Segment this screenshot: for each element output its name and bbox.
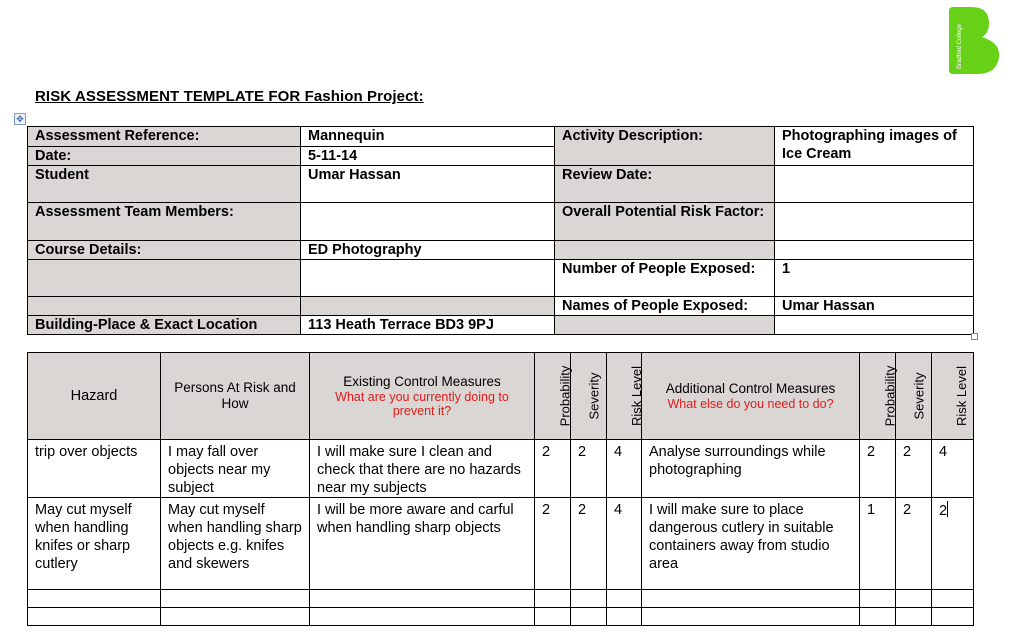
risk-level-cell[interactable]: 4 [607,498,642,590]
date-value[interactable]: 5-11-14 [301,147,555,166]
persons-cell[interactable]: May cut myself when handling sharp objects e.g. knifes and skewers [161,498,310,590]
table-row [28,440,974,498]
course-details-value[interactable]: ED Photography [301,241,555,260]
empty-cell[interactable] [642,608,860,626]
hazard-cell[interactable]: May cut myself when handling knifes or sharp cutlery [28,498,161,590]
header-hazard: Hazard [28,353,161,440]
empty-cell[interactable] [860,608,896,626]
additional-controls-cell[interactable]: I will make sure to place dangerous cutlery in suitable containers away from studio area [642,498,860,590]
empty-cell[interactable] [571,608,607,626]
empty-cell[interactable] [607,590,642,608]
empty-cell[interactable] [535,590,571,608]
people-exposed-names-label: Names of People Exposed: [555,297,775,316]
additional-controls-cell[interactable]: Analyse surroundings while photographing [642,440,860,498]
header-additional-controls-prompt: What else do you need to do? [667,397,834,411]
assessment-info-table [27,126,974,335]
activity-description-label: Activity Description: [555,127,775,166]
empty-cell[interactable] [932,608,974,626]
probability-cell[interactable]: 2 [535,440,571,498]
student-value[interactable]: Umar Hassan [301,166,555,203]
team-members-value[interactable] [301,203,555,241]
header-severity-2-text: Severity [911,372,927,420]
empty-cell[interactable] [161,590,310,608]
table-resize-handle[interactable] [971,333,978,340]
severity-2-cell[interactable]: 2 [896,440,932,498]
people-exposed-count-value[interactable]: 1 [775,260,974,297]
empty-cell[interactable] [535,608,571,626]
empty-cell[interactable] [896,608,932,626]
student-label: Student [28,166,301,203]
overall-risk-value[interactable] [775,203,974,241]
empty-cell[interactable] [642,590,860,608]
header-probability-2-text: Probability [882,365,898,427]
course-details-label: Course Details: [28,241,301,260]
header-severity-text: Severity [586,372,602,420]
severity-2-cell[interactable]: 2 [896,498,932,590]
empty-value-cell[interactable] [775,241,974,260]
location-label: Building-Place & Exact Location [28,316,301,335]
probability-cell[interactable]: 2 [535,498,571,590]
header-risk-level-text: Risk Level [628,366,644,426]
empty-cell[interactable] [310,608,535,626]
empty-label-cell [28,297,301,316]
location-value[interactable]: 113 Heath Terrace BD3 9PJ [301,316,555,335]
table-row [28,498,974,590]
risk-assessment-table [27,352,974,626]
risk-level-2-cell[interactable] [932,498,974,590]
risk-level-cell[interactable]: 4 [607,440,642,498]
header-probability-2 [860,353,896,440]
empty-label-cell [555,241,775,260]
header-risk-level-2-text: Risk Level [953,366,969,426]
empty-label-cell [555,316,775,335]
empty-cell[interactable] [28,608,161,626]
empty-cell[interactable] [896,590,932,608]
table-row [28,590,974,608]
review-date-label: Review Date: [555,166,775,203]
people-exposed-names-value[interactable]: Umar Hassan [775,297,974,316]
header-additional-controls-title: Additional Control Measures [665,381,836,396]
persons-cell[interactable]: I may fall over objects near my subject [161,440,310,498]
team-members-label: Assessment Team Members: [28,203,301,241]
empty-cell[interactable] [607,608,642,626]
header-existing-controls-prompt: What are you currently doing to prevent it? [335,390,509,418]
assessment-reference-value[interactable]: Mannequin [301,127,555,147]
date-label: Date: [28,147,301,166]
header-existing-controls-title: Existing Control Measures [343,374,501,389]
existing-controls-cell[interactable]: I will make sure I clean and check that there are no hazards near my subjects [310,440,535,498]
probability-2-cell[interactable]: 1 [860,498,896,590]
hazard-cell[interactable]: trip over objects [28,440,161,498]
header-risk-level-2 [932,353,974,440]
empty-cell[interactable] [860,590,896,608]
header-severity [571,353,607,440]
empty-cell[interactable] [161,608,310,626]
table-move-handle-icon[interactable]: ✥ [14,113,26,125]
overall-risk-label: Overall Potential Risk Factor: [555,203,775,241]
header-risk-level [607,353,642,440]
bradford-college-logo [949,7,1001,74]
empty-cell[interactable] [310,590,535,608]
text-cursor [947,501,948,517]
severity-cell[interactable]: 2 [571,498,607,590]
assessment-reference-label: Assessment Reference: [28,127,301,147]
empty-cell[interactable] [932,590,974,608]
header-probability-text: Probability [557,365,573,427]
probability-2-cell[interactable]: 2 [860,440,896,498]
review-date-value[interactable] [775,166,974,203]
empty-value-cell[interactable] [775,316,974,335]
risk-level-2-value: 2 [939,503,948,519]
empty-cell[interactable] [28,590,161,608]
empty-label-cell [28,260,301,297]
empty-label-cell [301,297,555,316]
header-additional-controls [642,353,860,440]
header-severity-2 [896,353,932,440]
existing-controls-cell[interactable]: I will be more aware and carful when handling sharp objects [310,498,535,590]
empty-cell[interactable] [571,590,607,608]
header-persons-at-risk: Persons At Risk and How [161,353,310,440]
empty-value-cell[interactable] [301,260,555,297]
activity-description-value[interactable]: Photographing images of Ice Cream [775,127,974,166]
people-exposed-count-label: Number of People Exposed: [555,260,775,297]
severity-cell[interactable]: 2 [571,440,607,498]
risk-level-2-cell[interactable]: 4 [932,440,974,498]
header-probability [535,353,571,440]
document-title: RISK ASSESSMENT TEMPLATE FOR Fashion Project: [35,88,424,105]
table-row [28,608,974,626]
logo-text: Bradford College [957,23,963,69]
header-existing-controls [310,353,535,440]
